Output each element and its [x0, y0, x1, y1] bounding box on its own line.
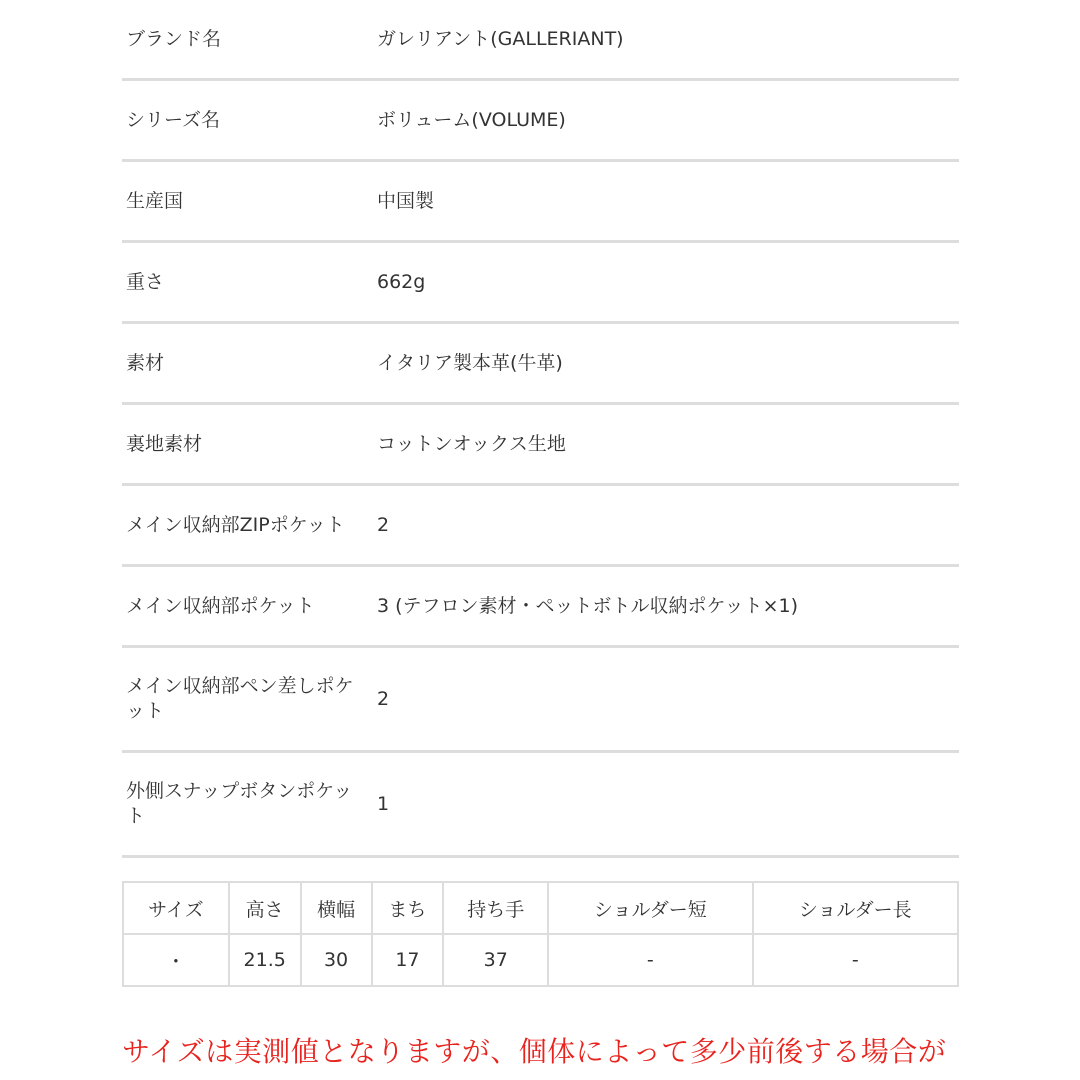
spec-label: 裏地素材	[126, 432, 203, 455]
size-header-cell: 高さ	[229, 882, 301, 934]
spec-value: 中国製	[377, 189, 435, 212]
spec-label: シリーズ名	[126, 108, 221, 131]
spec-value: ボリューム(VOLUME)	[377, 108, 566, 131]
spec-value: 3 (テフロン素材・ペットボトル収納ポケット×1)	[377, 594, 799, 617]
spec-row-zip-pocket	[122, 486, 959, 567]
size-cell: 30	[301, 934, 372, 986]
spec-value: ガレリアント(GALLERIANT)	[377, 27, 624, 50]
size-table-header-row	[123, 882, 958, 934]
spec-row-main-pocket	[122, 567, 959, 648]
spec-row-lining	[122, 405, 959, 486]
size-cell: -	[753, 934, 958, 986]
spec-value: 662g	[377, 270, 426, 293]
spec-row-pen-pocket	[122, 648, 959, 753]
spec-label: 素材	[126, 351, 165, 374]
spec-row-weight	[122, 243, 959, 324]
spec-row-material	[122, 324, 959, 405]
spec-label: 外側スナップボタンポケット	[126, 780, 353, 827]
spec-label: 生産国	[126, 189, 184, 212]
size-cell: ・	[123, 934, 229, 986]
spec-value: 1	[377, 792, 390, 815]
size-header-cell: 持ち手	[443, 882, 548, 934]
size-header-cell: サイズ	[123, 882, 229, 934]
spec-value: 2	[377, 687, 390, 710]
spec-row-brand	[122, 0, 959, 81]
spec-row-country	[122, 162, 959, 243]
spec-value: 2	[377, 513, 390, 536]
size-table-row	[123, 934, 958, 986]
spec-label: 重さ	[126, 270, 165, 293]
size-cell: 21.5	[229, 934, 301, 986]
spec-label: ブランド名	[126, 27, 222, 50]
spec-value: コットンオックス生地	[377, 432, 566, 455]
size-cell: -	[548, 934, 752, 986]
size-header-cell: 横幅	[301, 882, 372, 934]
size-header-cell: まち	[372, 882, 444, 934]
spec-row-series	[122, 81, 959, 162]
spec-label: メイン収納部ZIPポケット	[126, 513, 345, 536]
size-header-cell: ショルダー長	[753, 882, 958, 934]
size-cell: 37	[443, 934, 548, 986]
size-notice: サイズは実測値となりますが、個体によって多少前後する場合が	[122, 1035, 947, 1068]
spec-label: メイン収納部ポケット	[126, 594, 315, 617]
spec-label: メイン収納部ペン差しポケット	[126, 675, 354, 722]
spec-row-snap-pocket	[122, 753, 959, 858]
size-header-cell: ショルダー短	[548, 882, 752, 934]
spec-table	[122, 0, 959, 858]
size-table	[122, 881, 959, 987]
size-cell: 17	[372, 934, 444, 986]
spec-value: イタリア製本革(牛革)	[377, 351, 563, 374]
